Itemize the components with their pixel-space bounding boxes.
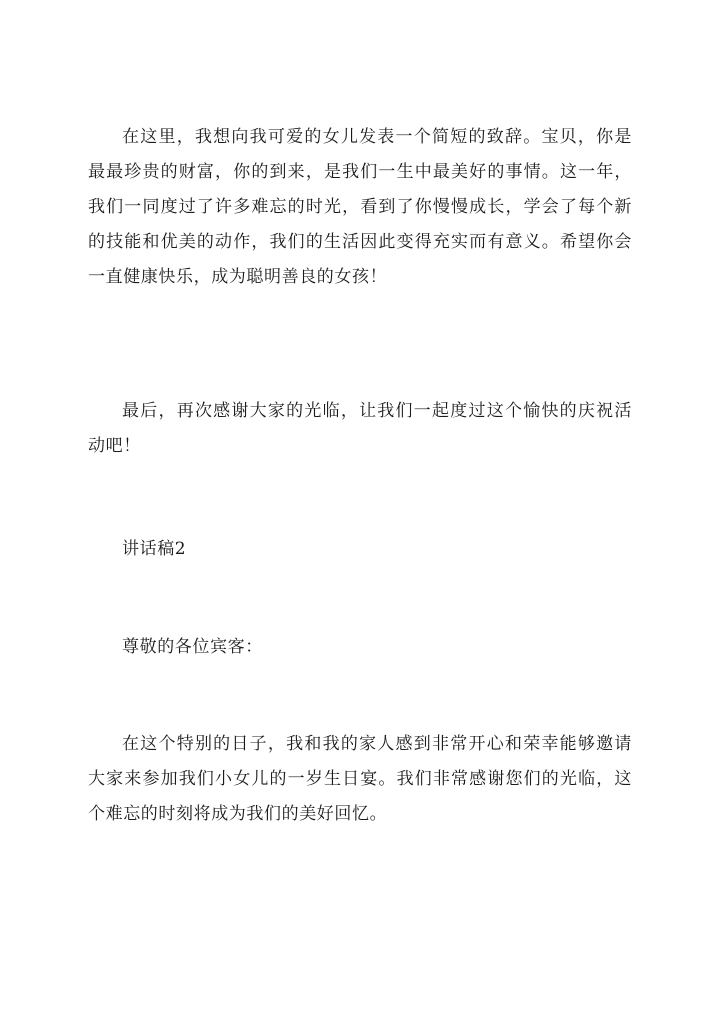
- paragraph-welcome: 在这个特别的日子，我和我的家人感到非常开心和荣幸能够邀请大家来参加我们小女儿的一岁生日宴。我们非常感谢您们的光临，这个难忘的时刻将成为我们的美好回忆。: [88, 734, 632, 824]
- paragraph-closing-thanks: 最后，再次感谢大家的光临，让我们一起度过这个愉快的庆祝活动吧！: [88, 401, 632, 456]
- paragraph-toast-to-daughter: 在这里，我想向我可爱的女儿发表一个简短的致辞。宝贝，你是最最珍贵的财富，你的到来，是我们一生中最美好的事情。这一年，我们一同度过了许多难忘的时光，看到了你慢慢成长，学会了每个新的技能和优美的动作，我们的生活因此变得充实而有意义。希望你会一直健康快乐，成为聪明善良的女孩！: [88, 127, 632, 287]
- salutation: 尊敬的各位宾客：: [122, 637, 263, 657]
- section-heading-speech-2: 讲话稿2: [122, 539, 187, 559]
